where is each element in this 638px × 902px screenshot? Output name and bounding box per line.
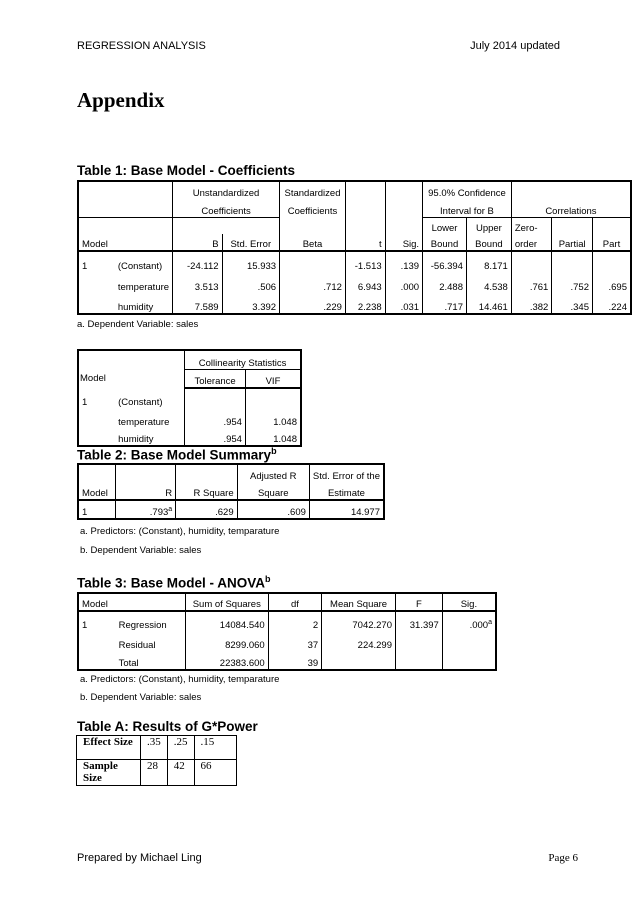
h-b: B [173, 234, 222, 251]
h-df: df [268, 593, 321, 611]
table3-title: Table 3: Base Model - ANOVA$^b$ [77, 574, 271, 591]
h-f: F [396, 593, 443, 611]
table-row: humidity 7.589 3.392 .229 2.238 .031 .717 14.461 .382 .345 .224 [78, 293, 631, 314]
h-lower-2: Bound [423, 234, 467, 251]
table2-title: Table 2: Base Model Summary$^b$ [77, 446, 277, 463]
h-t: t [345, 234, 385, 251]
h-correlations: Correlations [511, 199, 631, 217]
table-row: 1 (Constant) [78, 388, 301, 408]
table1-title: Table 1: Base Model - Coefficients [77, 163, 296, 178]
h-collinearity: Collinearity Statistics [185, 350, 301, 369]
h-sig: Sig. [385, 234, 422, 251]
h-se-2: Estimate [309, 482, 384, 500]
h-ci-2: Interval for B [423, 199, 512, 217]
table-row: 1 (Constant) -24.112 15.933 -1.513 .139 -56.394 8.171 [78, 251, 631, 272]
table-row: temperature 3.513 .506 .712 6.943 .000 2.488 4.538 .761 .752 .695 [78, 272, 631, 293]
h-upper-1: Upper [466, 217, 511, 234]
h-upper-2: Bound [466, 234, 511, 251]
h-adj-2: Square [237, 482, 309, 500]
header-left: REGRESSION ANALYSIS [77, 40, 206, 52]
h-ss: Sum of Squares [185, 593, 268, 611]
table2-model-summary [77, 463, 385, 520]
h-zero-2: order [511, 234, 551, 251]
page-title: Appendix [77, 88, 165, 112]
h-zero-1: Zero- [511, 217, 551, 234]
h-sig: Sig. [442, 593, 496, 611]
h-tolerance: Tolerance [185, 369, 246, 388]
h-unstd-2: Coefficients [173, 199, 280, 217]
tableA-gpower [76, 735, 237, 786]
h-vif: VIF [245, 369, 301, 388]
footer-page-number: Page 6 [548, 852, 578, 864]
table1-note: a. Dependent Variable: sales [77, 319, 199, 330]
table1-coefficients [77, 180, 632, 315]
h-std-2: Coefficients [280, 199, 346, 217]
model-number: 1 [78, 251, 115, 272]
h-se-1: Std. Error of the [309, 464, 384, 482]
table-row: Effect Size .35 .25 .15 [77, 736, 237, 760]
h-lower-1: Lower [423, 217, 467, 234]
h-unstd-1: Unstandardized [173, 181, 280, 199]
table-row: humidity .954 1.048 [78, 428, 301, 446]
table2-note-a: a. Predictors: (Constant), humidity, temparature [80, 526, 280, 537]
table2-note-b: b. Dependent Variable: sales [80, 545, 202, 556]
table3-note-b: b. Dependent Variable: sales [80, 692, 202, 703]
table-row: 1 Regression 14084.540 2 7042.270 31.397 .000$^a$ [78, 611, 496, 631]
tableA-title: Table A: Results of G*Power [77, 719, 258, 734]
table-row: 1 .793$^a$ .629 .609 14.977 [78, 500, 384, 519]
footer-left: Prepared by Michael Ling [77, 852, 202, 864]
h-r: R [116, 482, 176, 500]
table3-note-a: a. Predictors: (Constant), humidity, temparature [80, 674, 280, 685]
h-model: Model [78, 482, 116, 500]
collinearity-model-label: Model [80, 373, 106, 384]
table-row: temperature .954 1.048 [78, 408, 301, 428]
h-model: Model [78, 593, 185, 611]
h-rsq: R Square [176, 482, 237, 500]
collinearity-table [77, 349, 302, 447]
table-row: Sample Size 28 42 66 [77, 760, 237, 786]
h-partial: Partial [552, 234, 593, 251]
header-right: July 2014 updated [470, 40, 560, 52]
table3-anova [77, 592, 497, 671]
table-row: Total 22383.600 39 [78, 651, 496, 670]
table-row: Residual 8299.060 37 224.299 [78, 631, 496, 651]
h-part: Part [593, 234, 632, 251]
h-adj-1: Adjusted R [237, 464, 309, 482]
h-ci-1: 95.0% Confidence [423, 181, 512, 199]
h-model: Model [78, 234, 173, 251]
h-beta: Beta [280, 234, 346, 251]
h-ms: Mean Square [322, 593, 396, 611]
h-se: Std. Error [222, 234, 280, 251]
h-std-1: Standardized [280, 181, 346, 199]
